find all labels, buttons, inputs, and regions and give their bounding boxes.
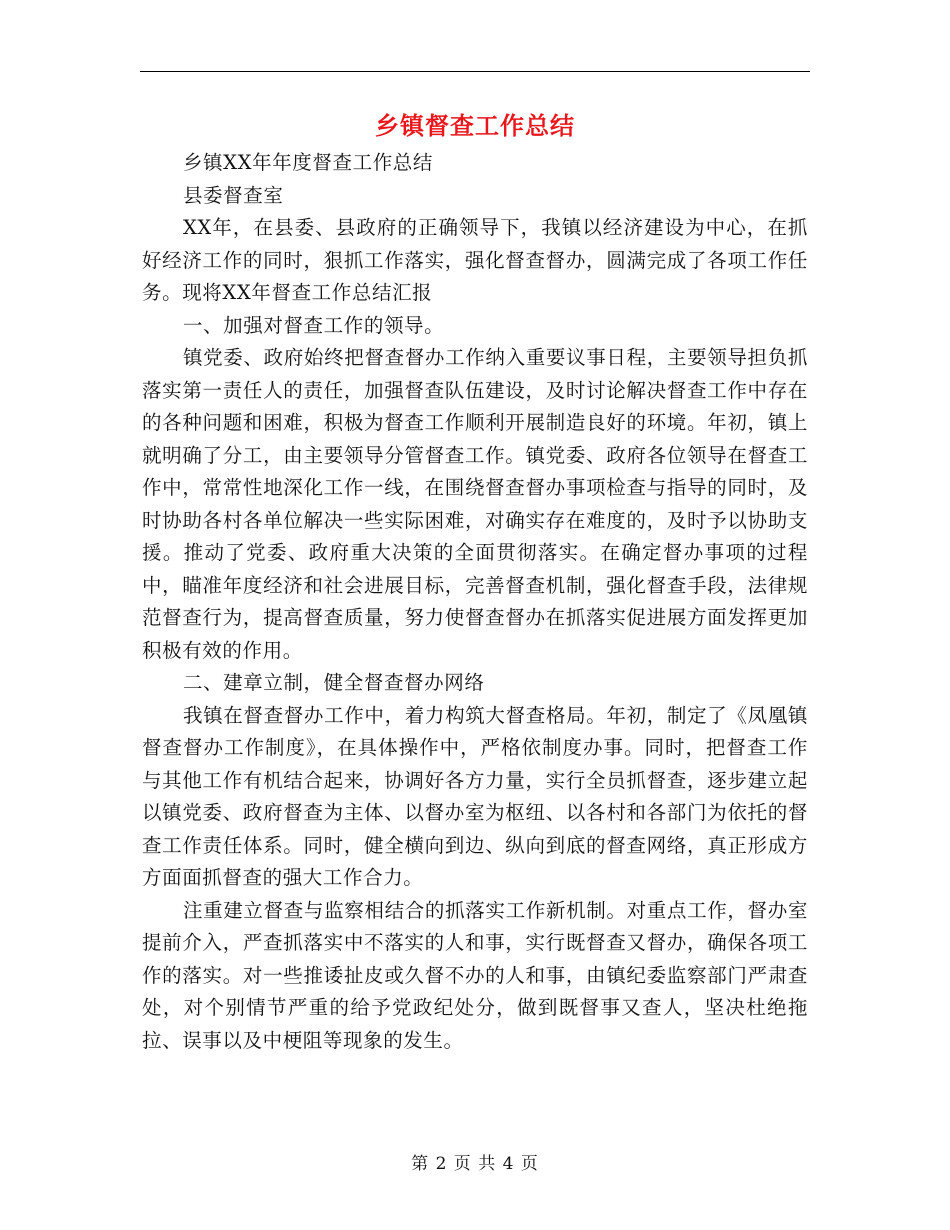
author-paragraph: 县委督查室 <box>182 183 284 207</box>
header-rule <box>140 71 810 72</box>
document-body <box>142 147 808 1057</box>
section-2-paragraph-2: 注重建立督查与监察相结合的抓落实工作新机制。对重点工作，督办室提前介入，严查抓落实中不落实的人和事，实行既督查又督办，确保各项工作的落实。对一些推诿扯皮或久督不办的人和事，由镇纪委监察部门严肃查处，对个别情节严重的给予党政纪处分，做到既督事又查人，坚决杜绝拖拉、误事以及中梗阻等现象的发生。 <box>142 898 808 1052</box>
section-1-paragraph: 镇党委、政府始终把督查督办工作纳入重要议事日程，主要领导担负抓落实第一责任人的责任，加强督查队伍建设，及时讨论解决督查工作中存在的各种问题和困难，积极为督查工作顺利开展制造良好的环境。年初，镇上就明确了分工，由主要领导分管督查工作。镇党委、政府各位领导在督查工作中，常常性地深化工作一线，在围绕督查督办事项检查与指导的同时，及时协助各村各单位解决一些实际困难，对确实存在难度的，及时予以协助支援。推动了党委、政府重大决策的全面贯彻落实。在确定督办事项的过程中，瞄准年度经济和社会进展目标，完善督查机制，强化督查手段，法律规范督查行为，提高督查质量，努力使督查督办在抓落实促进展方面发挥更加积极有效的作用。 <box>142 346 808 662</box>
page-number: 第 2 页 共 4 页 <box>411 1154 539 1174</box>
subtitle-paragraph: 乡镇XX年年度督查工作总结 <box>182 151 434 174</box>
section-heading-1: 一、加强对督查工作的领导。 <box>182 313 445 337</box>
section-heading-2: 二、建章立制，健全督查督办网络 <box>182 671 485 694</box>
section-2-paragraph-1: 我镇在督查督办工作中，着力构筑大督查格局。年初，制定了《凤凰镇督查督办工作制度》，在具体操作中，严格依制度办事。同时，把督查工作与其他工作有机结合起来，协调好各方力量，实行全员抓督查，逐步建立起以镇党委、政府督查为主体、以督办室为枢纽、以各村和各部门为依托的督查工作责任体系。同时，健全横向到边、纵向到底的督查网络，真正形成方方面面抓督查的强大工作合力。 <box>142 703 808 889</box>
intro-paragraph: XX年，在县委、县政府的正确领导下，我镇以经济建设为中心，在抓好经济工作的同时，狠抓工作落实，强化督查督办，圆满完成了各项工作任务。现将XX年督查工作总结汇报 <box>142 216 808 304</box>
document-title: 乡镇督查工作总结 <box>375 111 575 140</box>
